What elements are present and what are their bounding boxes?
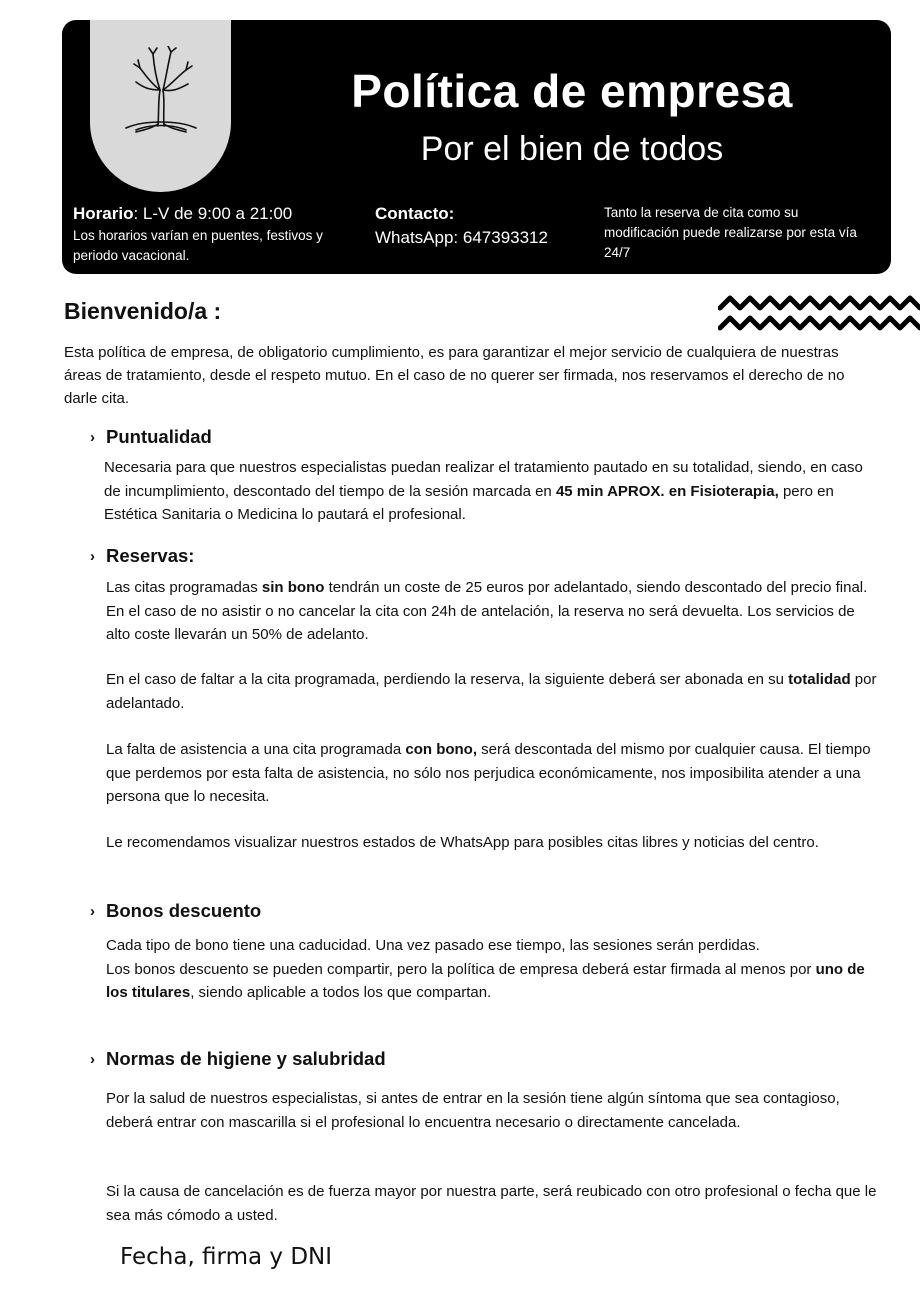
chevron-right-icon: › xyxy=(90,1050,95,1068)
hours-value: : L-V de 9:00 a 21:00 xyxy=(133,204,293,223)
contact-label: Contacto: xyxy=(375,204,455,223)
hours-info xyxy=(73,202,363,266)
signature-label: Fecha, firma y DNI xyxy=(120,1244,333,1270)
zigzag-icon xyxy=(718,294,920,332)
tree-icon xyxy=(116,46,206,136)
section-title-puntualidad: › Puntualidad xyxy=(90,426,212,447)
page-title: Política de empresa xyxy=(351,65,793,117)
intro-text: Esta política de empresa, de obligatorio cumplimiento, es para garantizar el mejor servicio de cualquiera de nuestras áreas de tratamiento, desde el respeto mutuo. En el caso de no querer ser firmada, nos reservamos el derecho de no darle cita. xyxy=(64,344,845,407)
reservas-text-1: Las citas programadas sin bono tendrán un coste de 25 euros por adelantado, siendo descontado del precio final. En el caso de no asistir o no cancelar la cita con 24h de antelación, la reserva no será devuelta. Los servicios de alto coste llevarán un 50% de adelanto. xyxy=(106,579,868,643)
header-banner xyxy=(62,20,891,274)
section-title-higiene: › Normas de higiene y salubridad xyxy=(90,1048,386,1069)
reservas-text-2: En el caso de faltar a la cita programada, perdiendo la reserva, la siguiente deberá ser abonada en su totalidad por adelantado. xyxy=(106,671,877,712)
whatsapp-number: WhatsApp: 647393312 xyxy=(375,228,548,247)
reservas-text-3: La falta de asistencia a una cita programada con bono, será descontada del mismo por cualquier causa. El tiempo que perdemos por esta falta de asistencia, no sólo nos perjudica económicamente, nos imposibilita atender a una persona que lo necesita. xyxy=(106,741,871,805)
hours-label: Horario xyxy=(73,204,134,223)
chevron-right-icon: › xyxy=(90,902,95,920)
higiene-text-2: Si la causa de cancelación es de fuerza mayor por nuestra parte, será reubicado con otro profesional o fecha que le sea más cómodo a usted. xyxy=(106,1183,877,1224)
section-title-bonos: › Bonos descuento xyxy=(90,900,262,921)
page-subtitle: Por el bien de todos xyxy=(420,130,724,168)
higiene-text-1: Por la salud de nuestros especialistas, si antes de entrar en la sesión tiene algún síntoma que sea contagioso, deberá entrar con mascarilla si el profesional lo encuentra necesario o directamente cancelada. xyxy=(106,1090,840,1131)
chevron-right-icon: › xyxy=(90,428,95,446)
booking-note: Tanto la reserva de cita como su modificación puede realizarse por esta vía 24/7 xyxy=(604,205,857,260)
logo-tab xyxy=(90,20,231,192)
bonos-text: Cada tipo de bono tiene una caducidad. Una vez pasado ese tiempo, las sesiones serán perdidas. Los bonos descuento se pueden compartir, pero la política de empresa deberá estar firmada al menos por uno de los titulares, siendo aplicable a todos los que compartan. xyxy=(106,937,865,1001)
puntualidad-text: Necesaria para que nuestros especialistas puedan realizar el tratamiento pautado en su totalidad, siendo, en caso de incumplimiento, descontado del tiempo de la sesión marcada en 45 min APROX. en Fisioterapia, pero en Estética Sanitaria o Medicina lo pautará el profesional. xyxy=(104,459,863,523)
contact-info xyxy=(375,202,585,250)
chevron-right-icon: › xyxy=(90,547,95,565)
section-title-reservas: › Reservas: xyxy=(90,545,195,566)
welcome-heading: Bienvenido/a : xyxy=(64,298,222,324)
hours-note: Los horarios varían en puentes, festivos y periodo vacacional. xyxy=(73,228,323,263)
reservas-text-4: Le recomendamos visualizar nuestros estados de WhatsApp para posibles citas libres y noticias del centro. xyxy=(106,834,819,851)
